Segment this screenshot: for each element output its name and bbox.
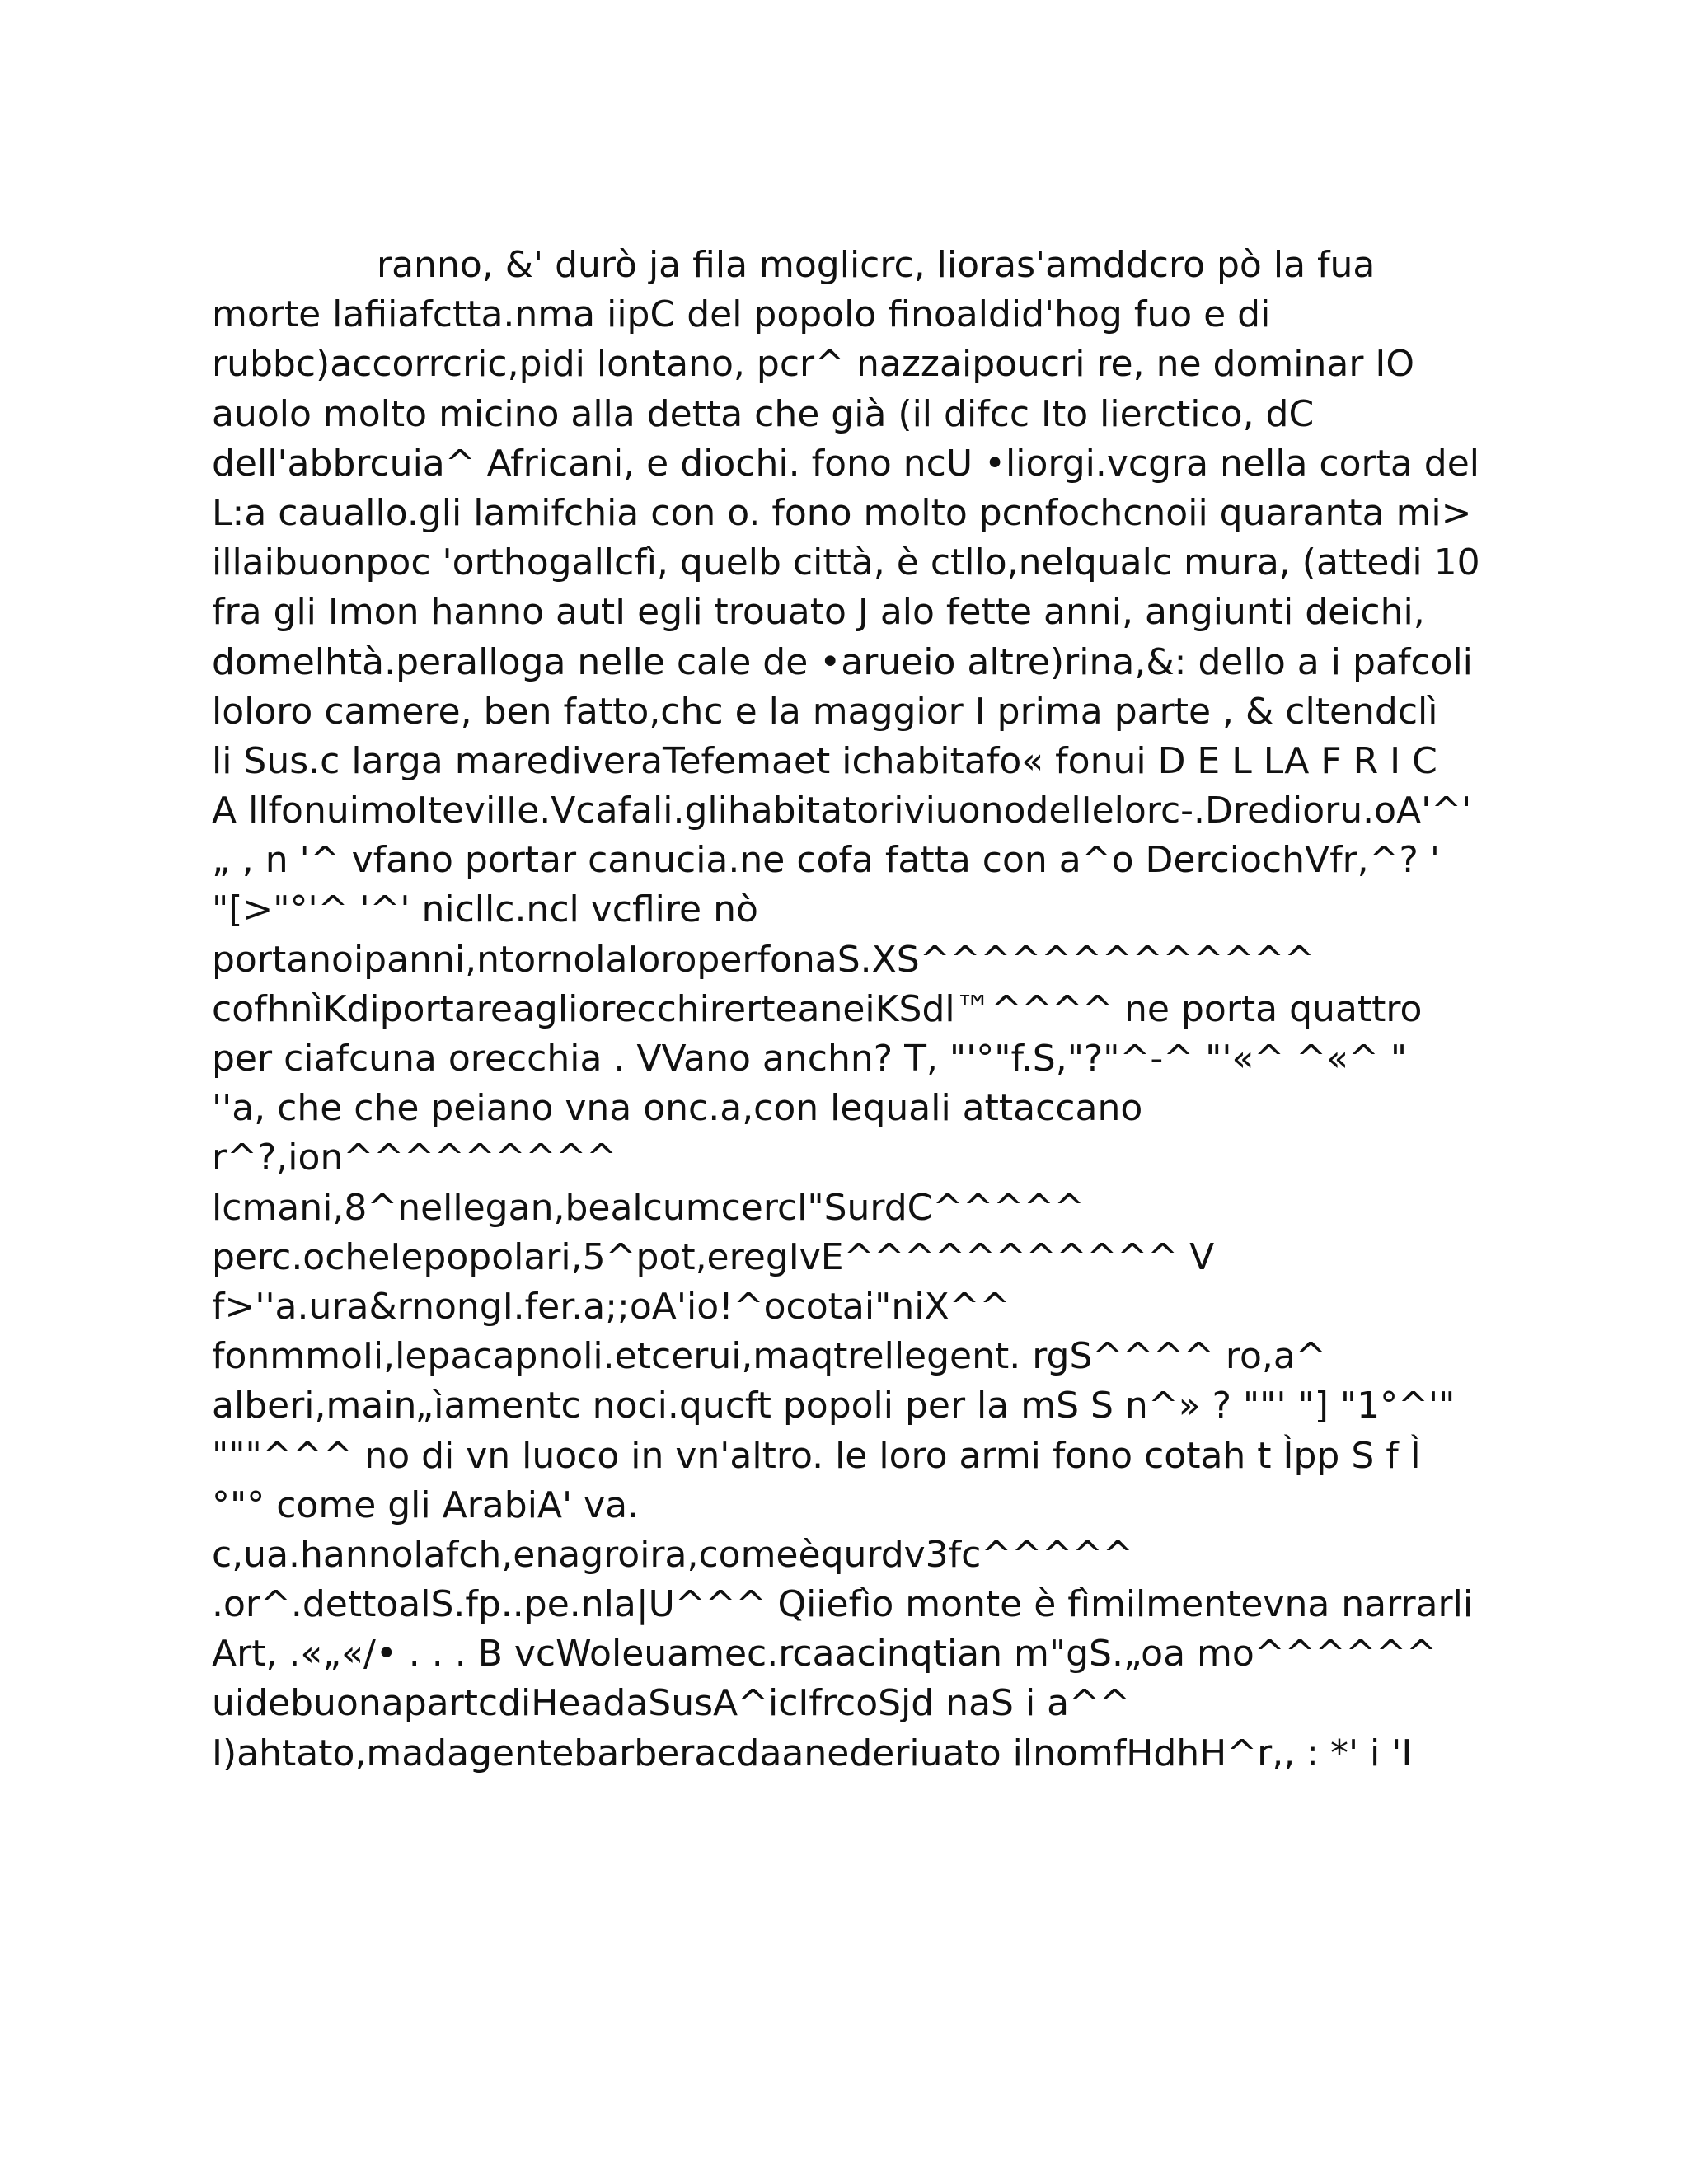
text-line-content: r^?,ion^^^^^^^^^ — [212, 1137, 617, 1179]
ocr-text-block — [212, 241, 1498, 1779]
text-line-content: uidebuonapartcdiHeadaSusA^icIfrcoSjd naS i a^^ — [212, 1682, 1130, 1725]
text-line-content: °"° come gli ArabiA' va. — [212, 1483, 640, 1526]
text-line — [212, 737, 1498, 786]
text-line-content: c,ua.hannolafch,enagroira,comeèqurdv3fc^^^^^ — [212, 1533, 1133, 1576]
text-line — [212, 1332, 1498, 1381]
text-line-content: li Sus.c larga marediveraTefemaet ichabitafo« fonui D E L LA F R I C — [212, 739, 1437, 782]
text-line-content: cofhnìKdiportareaglioreсchirerteaneiKSdl™^^^^ ne porta quattro — [212, 987, 1423, 1030]
text-line — [212, 241, 1498, 290]
text-line-content: rubbc)accorrcric,pidi lontano, pcr^ nazzaipoucri re, ne dominar IO — [212, 343, 1415, 386]
text-line — [212, 786, 1498, 836]
text-line — [212, 1580, 1498, 1629]
text-line — [212, 687, 1498, 737]
text-line-content: f>''a.ura&rnongI.fer.a;;oA'io!^ocotai"niX^^ — [212, 1285, 1010, 1328]
text-line — [212, 638, 1498, 687]
text-line-content: auolo molto micino alla detta che già (il difcc Ito lierctico, dC — [212, 392, 1315, 435]
text-line-content: "[>"°'^ '^' nicllc.ncl vcflire nò — [212, 888, 758, 931]
text-line — [212, 489, 1498, 538]
text-line-content: ''a, che che peiano vna onc.a,con lequali attaccano — [212, 1087, 1143, 1130]
text-line — [212, 340, 1498, 389]
text-line — [212, 1084, 1498, 1133]
text-line-content: Art, .«„«/• . . . B vcWoleuamec.rcaacinqtian m"gS.„oa mo^^^^^^ — [212, 1633, 1437, 1675]
text-line — [212, 1530, 1498, 1580]
text-line-content: A llfonuimoIteviIIe.Vcafali.glihabitatoriviuonodelIelorc-.Dredioru.oA'^' — [212, 790, 1472, 832]
text-line — [212, 1034, 1498, 1084]
text-line-content: per ciafcuna orecchia . VVano anchn? T, "'°"f.S,"?"^-^ "'«^ ^«^ " — [212, 1038, 1408, 1080]
text-line — [212, 985, 1498, 1034]
text-line-content: I)ahtato,madagentebarberacdaanederiuato ilnomfHdhH^r,, : *' i 'I — [212, 1732, 1413, 1774]
text-line — [212, 538, 1498, 588]
text-line — [212, 1729, 1498, 1779]
text-line — [212, 1432, 1498, 1481]
text-line — [212, 836, 1498, 885]
text-line — [212, 439, 1498, 489]
text-line-content: fonmmoIi,lepacapnoli.etcerui,maqtrellegent. rgS^^^^ ro,a^ — [212, 1335, 1326, 1378]
text-line — [212, 1629, 1498, 1679]
text-line-content: """^^^ no di vn luoco in vn'altro. le loro armi fono cotah t Ìpp S f Ì — [212, 1434, 1421, 1477]
text-line — [212, 588, 1498, 637]
text-line-content: lcmani,8^nellegan,bealcumcercl"SurdC^^^^^ — [212, 1186, 1085, 1229]
text-line — [212, 390, 1498, 439]
text-line-content: .or^.dettoalS.fp..pe.nla|U^^^ Qiiefìo monte è fìmilmentevna narrarli — [212, 1583, 1474, 1626]
text-line — [212, 1481, 1498, 1530]
text-line — [212, 935, 1498, 985]
text-line-content: domelhtà.peralloga nelle cale de •arueio altre)rina,&: dello a i pafcoli — [212, 640, 1473, 683]
text-line-content: portanoipanni,ntornolaIoroperfonaS.XS^^^^^^^^^^^^^ — [212, 938, 1315, 981]
text-line-content: morte lafiiafctta.nma iipC del popolo finoaldid'hog fuo e di — [212, 293, 1271, 336]
text-line — [212, 1282, 1498, 1332]
text-line — [212, 1183, 1498, 1233]
text-line-content: alberi,main„ìamentc noci.qucft popoli per la mS S n^» ? ""' "] "1°^'" — [212, 1385, 1456, 1427]
text-line-content: L:a cauallo.gli lamifchia con o. fono molto pcnfochcnoii quaranta mi> — [212, 491, 1472, 534]
text-line-content: loloro camere, ben fatto,chc e la maggior I prima parte , & cltendclì — [212, 690, 1438, 733]
text-line — [212, 1679, 1498, 1728]
text-line-content: fra gli Imon hanno autI egli trouato J alo fette anni, angiunti deichi, — [212, 591, 1425, 634]
text-line-content: perc.ocheIepopolari,5^pot,eregIvE^^^^^^^^^^^ V — [212, 1235, 1215, 1278]
text-line — [212, 1381, 1498, 1431]
text-line-content: illaibuonpoc 'orthogallcfì, quelb città, è ctllo,nelqualc mura, (attedi 10 — [212, 541, 1480, 584]
text-line — [212, 1133, 1498, 1183]
text-line — [212, 290, 1498, 340]
text-line-content: „ , n '^ vfano portar canucia.ne cofa fatta con a^o DerciochVfr,^? ' — [212, 839, 1440, 882]
text-line — [212, 1233, 1498, 1282]
text-line-content: ranno, &' durò ja fila moglicrc, lioras'amddcro pò la fua — [377, 244, 1376, 286]
text-line-content: dell'abbrcuia^ Africani, e diochi. fono ncU •liorgi.vcgra nella corta del — [212, 442, 1480, 485]
text-line — [212, 885, 1498, 935]
